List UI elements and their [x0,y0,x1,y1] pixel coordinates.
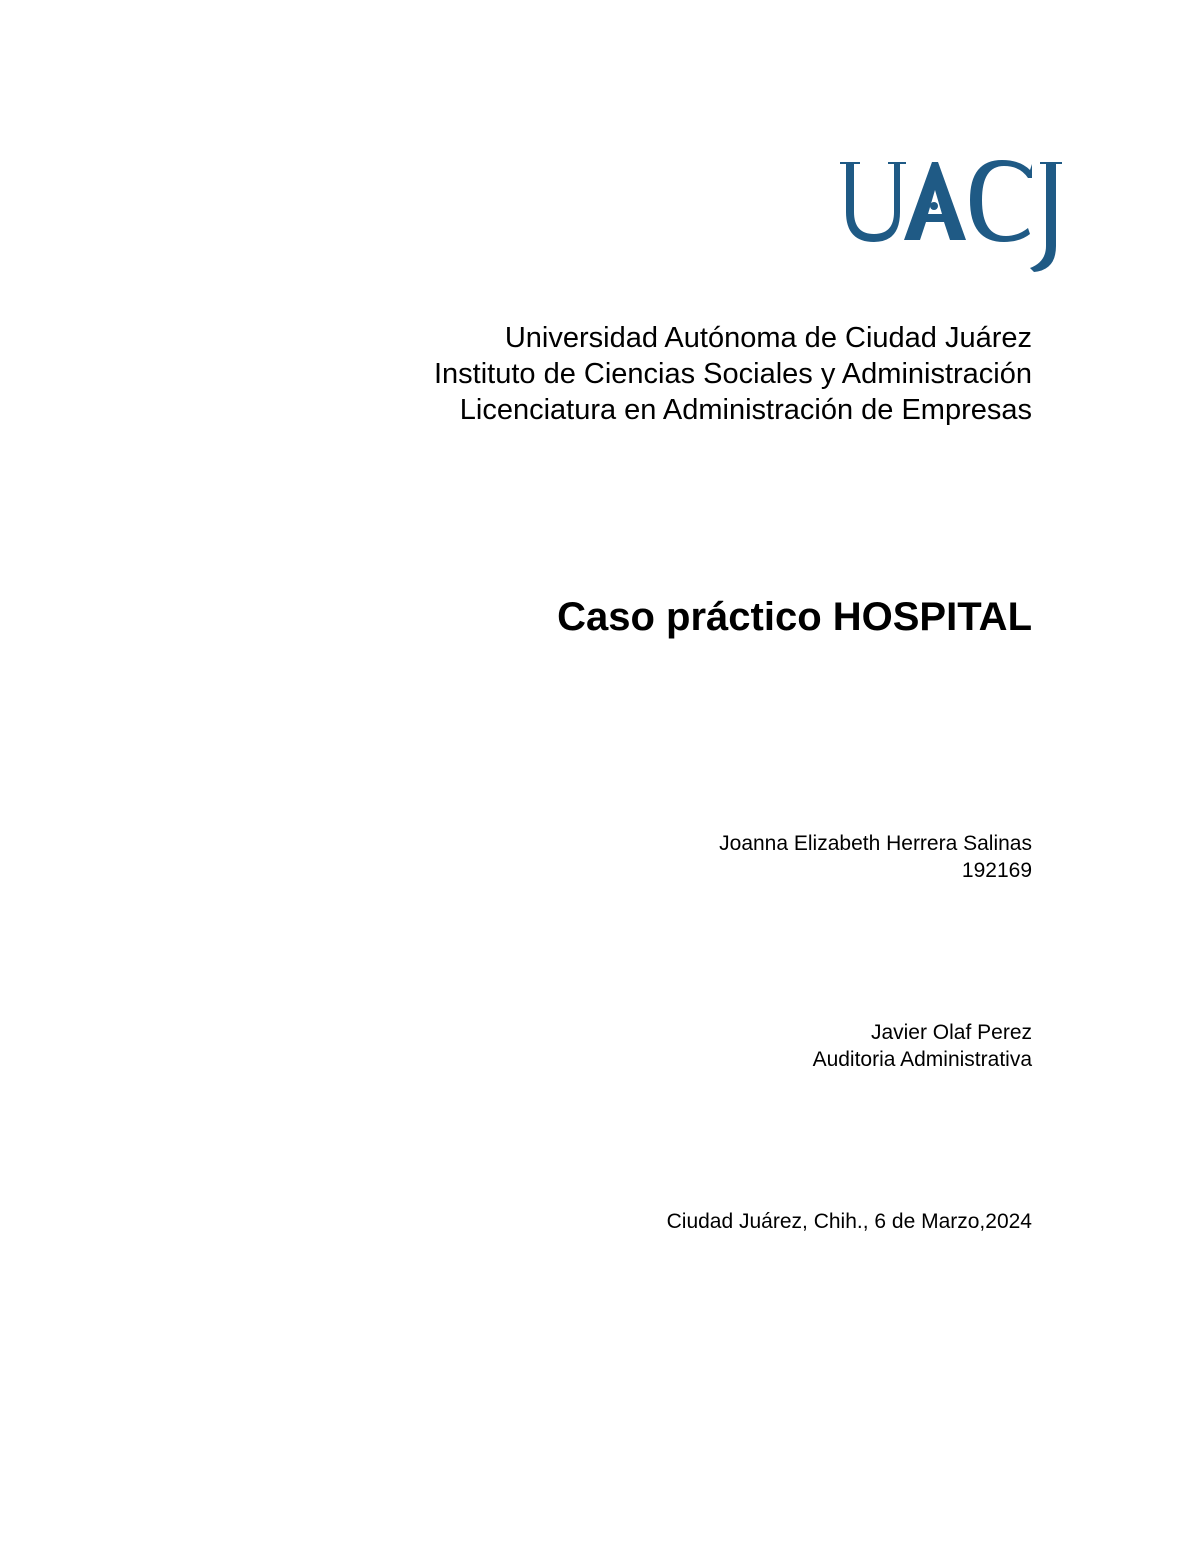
teacher-info [813,1019,1032,1073]
student-id: 192169 [961,859,1032,882]
uacj-logo-icon [834,150,1064,275]
uacj-logo [834,150,1064,275]
institute-name: Instituto de Ciencias Sociales y Administración [433,358,1032,390]
document-title: Caso práctico HOSPITAL [557,595,1032,639]
teacher-name: Javier Olaf Perez [870,1021,1032,1044]
university-name: Universidad Autónoma de Ciudad Juárez [504,322,1032,354]
place-date: Ciudad Juárez, Chih., 6 de Marzo,2024 [666,1210,1032,1233]
student-info [719,830,1032,884]
course-name: Auditoria Administrativa [812,1048,1032,1071]
program-name: Licenciatura en Administración de Empresas [459,394,1032,426]
student-name: Joanna Elizabeth Herrera Salinas [719,832,1032,855]
institution-header [434,320,1032,428]
